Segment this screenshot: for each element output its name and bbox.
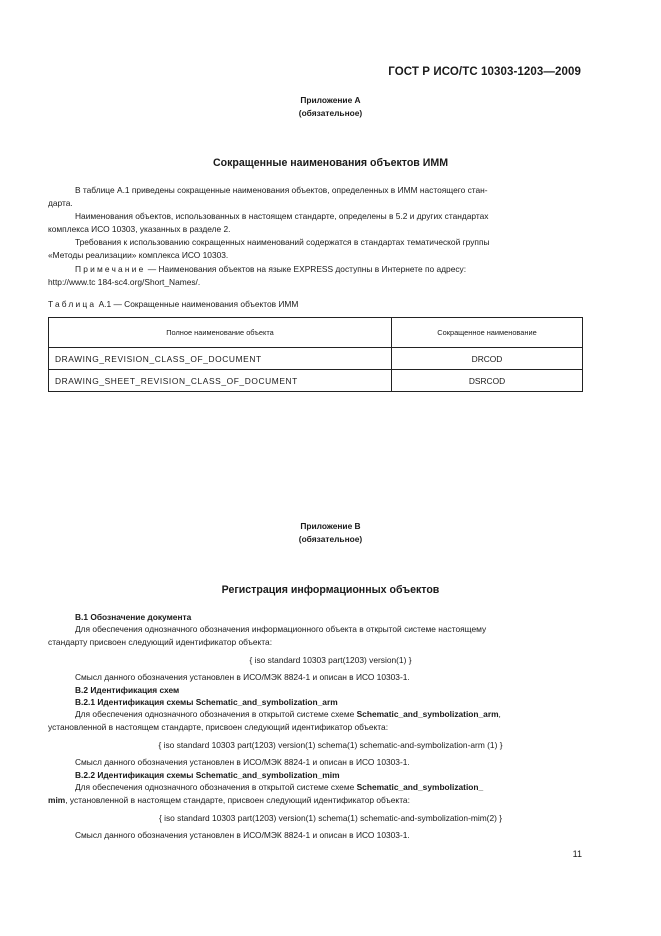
section-b21-heading: В.2.1 Идентификация схемы Schematic_and_symbolization_arm xyxy=(75,697,338,707)
table-header-row xyxy=(49,318,583,348)
appendix-a-paragraph-2: Наименования объектов, использованных в настоящем стандарте, определены в 5.2 и других стандартах комплекса ИСО 10303, указанных в разделе 2. xyxy=(48,211,489,234)
table-row xyxy=(49,370,583,392)
appendix-a-title: Сокращенные наименования объектов ИММ xyxy=(212,157,449,169)
page-number: 11 xyxy=(572,849,582,859)
table-header-full-name: Полное наименование объекта xyxy=(49,318,392,348)
section-b22-paragraph: Для обеспечения однозначного обозначения в открытой системе схеме Schematic_and_symbolization_ mim, установленной в настоящем стандарте, присвоен следующий идентификатор объекта: xyxy=(48,782,484,805)
table-caption: Таблица А.1 — Сокращенные наименования объектов ИММ xyxy=(48,299,299,309)
section-b22-heading: В.2.2 Идентификация схемы Schematic_and_symbolization_mim xyxy=(75,770,340,780)
section-b2-heading: В.2 Идентификация схем xyxy=(75,685,180,695)
table-row xyxy=(49,348,583,370)
section-b1-identifier: { iso standard 10303 part(1203) version(1) } xyxy=(249,655,412,665)
table-cell-short-name: DSRCOD xyxy=(392,370,583,392)
note-url: http://www.tc 184-sc4.org/Short_Names/. xyxy=(48,277,201,287)
table-header-short-name: Сокращенное наименование xyxy=(392,318,583,348)
section-b21-paragraph: Для обеспечения однозначного обозначения в открытой системе схеме Schematic_and_symbolization_arm, установленной в настоящем стандарте, присвоен следующий идентификатор объекта: xyxy=(48,709,501,732)
standard-header: ГОСТ Р ИСО/ТС 10303-1203—2009 xyxy=(388,66,581,78)
section-b22-identifier: { iso standard 10303 part(1203) version(1) schema(1) schematic-and-symbolization-mim(2) } xyxy=(158,813,503,823)
appendix-b-label: Приложение В xyxy=(300,521,361,531)
appendix-a-label: Приложение А xyxy=(300,95,361,105)
appendix-a-paragraph-3: Требования к использованию сокращенных наименований содержатся в стандартах тематической группы «Методы реализации» комплекса ИСО 10303. xyxy=(48,237,490,260)
section-b1-meaning: Смысл данного обозначения установлен в ИСО/МЭК 8824-1 и описан в ИСО 10303-1. xyxy=(75,672,410,682)
appendix-b-title: Регистрация информационных объектов xyxy=(221,584,440,596)
table-cell-full-name: DRAWING_SHEET_REVISION_CLASS_OF_DOCUMENT xyxy=(49,370,392,392)
section-b21-meaning: Смысл данного обозначения установлен в ИСО/МЭК 8824-1 и описан в ИСО 10303-1. xyxy=(75,757,410,767)
table-cell-short-name: DRCOD xyxy=(392,348,583,370)
short-names-table xyxy=(48,317,583,392)
note-label: Примечание xyxy=(75,264,146,274)
appendix-a-status: (обязательное) xyxy=(298,108,363,118)
section-b22-meaning: Смысл данного обозначения установлен в ИСО/МЭК 8824-1 и описан в ИСО 10303-1. xyxy=(75,830,410,840)
appendix-b-status: (обязательное) xyxy=(298,534,363,544)
section-b1-paragraph: Для обеспечения однозначного обозначения информационного объекта в открытой системе настоящему стандарту присвоен следующий идентификатор объекта: xyxy=(48,624,487,647)
section-b1-heading: В.1 Обозначение документа xyxy=(75,612,192,622)
appendix-a-paragraph-1: В таблице А.1 приведены сокращенные наименования объектов, определенных в ИММ настоящего стан- дарта. xyxy=(48,185,488,208)
table-cell-full-name: DRAWING_REVISION_CLASS_OF_DOCUMENT xyxy=(49,348,392,370)
section-b21-identifier: { iso standard 10303 part(1203) version(1) schema(1) schematic-and-symbolization-arm (1) } xyxy=(158,740,503,750)
appendix-a-note: Примечание — Наименования объектов на языке EXPRESS доступны в Интернете по адресу: http://www.tc 184-sc4.org/Short_Names/. xyxy=(48,264,467,287)
